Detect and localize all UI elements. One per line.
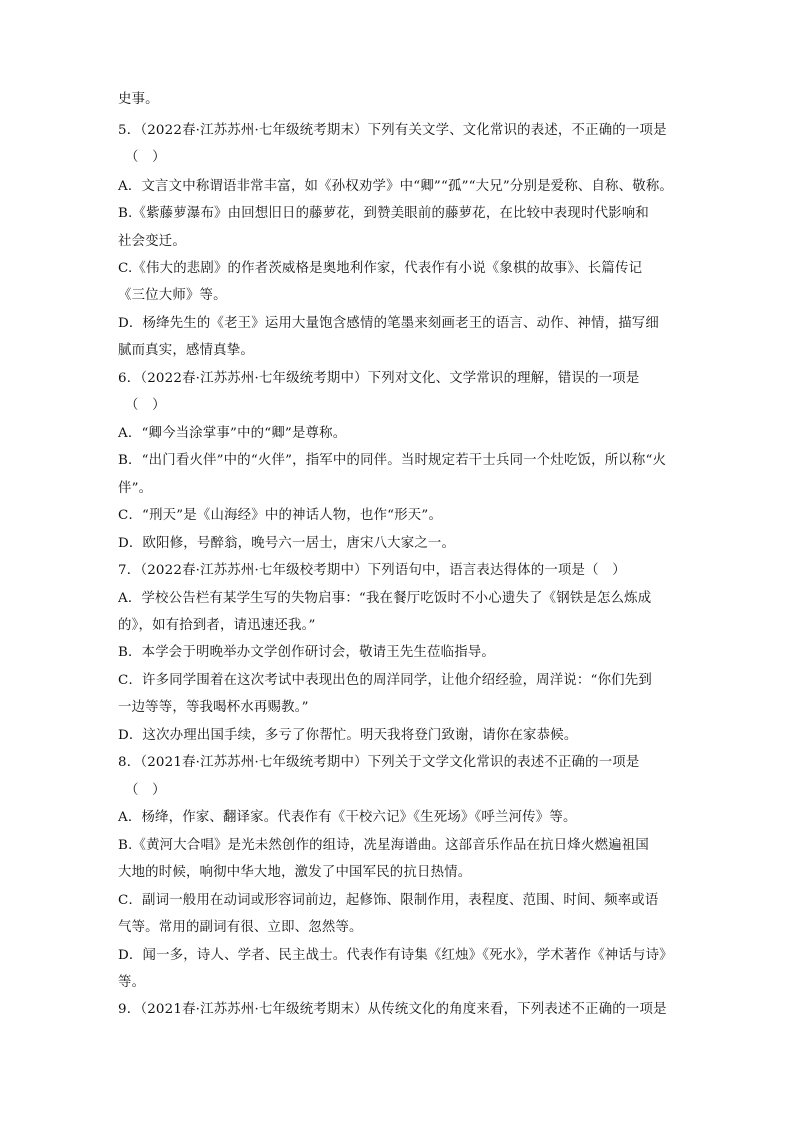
option-d: D．杨绛先生的《老王》运用大量饱含感情的笔墨来刻画老王的语言、动作、神情，描写细 (118, 316, 659, 331)
option-b-cont: 社会变迁。 (118, 234, 186, 249)
option-c: C．许多同学围着在这次考试中表现出色的周洋同学，让他介绍经验，周洋说：“你们先到 (118, 673, 652, 688)
option-a: A．杨绛，作家、翻译家。代表作有《干校六记》《生死场》《呼兰河传》等。 (118, 810, 577, 825)
option-d-cont: 等。 (118, 975, 146, 990)
option-a: A．学校公告栏有某学生写的失物启事：“我在餐厅吃饭时不小心遗失了《钢铁是怎么炼成 (118, 591, 652, 606)
answer-blank: （ ） (125, 150, 166, 165)
option-d: D．闻一多，诗人、学者、民主战士。代表作有诗集《红烛》《死水》，学术著作《神话与诗》 (118, 948, 673, 963)
option-c-cont: 一边等等，等我喝杯水再赐教。” (118, 700, 309, 715)
question-9-stem: 9．（2021春·江苏苏州·七年级统考期末）从传统文化的角度来看，下列表述不正确的一项是 (118, 1002, 667, 1017)
option-c: C．副词一般用在动词或形容词前边，起修饰、限制作用，表程度、范围、时间、频率或语 (118, 893, 659, 908)
text-line: 史事。 (118, 92, 159, 107)
option-a: A．“卿今当涂掌事”中的“卿”是尊称。 (118, 426, 347, 441)
option-d-cont: 腻而真实，感情真挚。 (118, 343, 254, 358)
question-7-stem: 7．（2022春·江苏苏州·七年级校考期中）下列语句中，语言表达得体的一项是（ ） (118, 563, 626, 578)
option-c-cont: 《三位大师》等。 (118, 288, 227, 303)
answer-blank: （ ） (125, 783, 166, 798)
option-a: A．文言文中称谓语非常丰富，如《孙权劝学》中“卿”“孤”“大兄”分别是爱称、自称、敬称。 (118, 179, 673, 194)
option-c: C．“刑天”是《山海经》中的神话人物，也作“形天”。 (118, 508, 443, 523)
option-b: B．本学会于明晚举办文学创作研讨会，敬请王先生莅临指导。 (118, 645, 495, 660)
option-c-cont: 气等。常用的副词有很、立即、忽然等。 (118, 920, 363, 935)
question-6-stem: 6．（2022春·江苏苏州·七年级统考期中）下列对文化、文学常识的理解，错误的一项是 (118, 371, 640, 386)
option-a-cont: 的》，如有拾到者，请迅速还我。” (118, 618, 316, 633)
option-b-cont: 伴”。 (118, 481, 153, 496)
option-d: D．这次办理出国手续，多亏了你帮忙。明天我将登门致谢，请你在家恭候。 (118, 728, 578, 743)
question-8-stem: 8．（2021春·江苏苏州·七年级统考期中）下列关于文学文化常识的表述不正确的一项是 (118, 755, 640, 770)
option-c: C.《伟大的悲剧》的作者茨威格是奥地利作家，代表作有小说《象棋的故事》、长篇传记 (118, 261, 643, 276)
option-d: D．欧阳修，号醉翁，晚号六一居士，唐宋八大家之一。 (118, 536, 456, 551)
question-5-stem: 5．（2022春·江苏苏州·七年级统考期末）下列有关文学、文化常识的表述，不正确的一项是 (118, 123, 667, 138)
option-b-cont: 大地的时候，响彻中华大地，激发了中国军民的抗日热情。 (118, 865, 472, 880)
option-b: B．“出门看火伴”中的“火伴”，指军中的同伴。当时规定若干士兵同一个灶吃饭，所以称“火 (118, 453, 667, 468)
option-b: B.《紫藤萝瀑布》由回想旧日的藤萝花，到赞美眼前的藤萝花，在比较中表现时代影响和 (118, 206, 649, 221)
answer-blank: （ ） (125, 398, 166, 413)
option-b: B.《黄河大合唱》是光未然创作的组诗，冼星海谱曲。这部音乐作品在抗日烽火燃遍祖国 (118, 838, 649, 853)
